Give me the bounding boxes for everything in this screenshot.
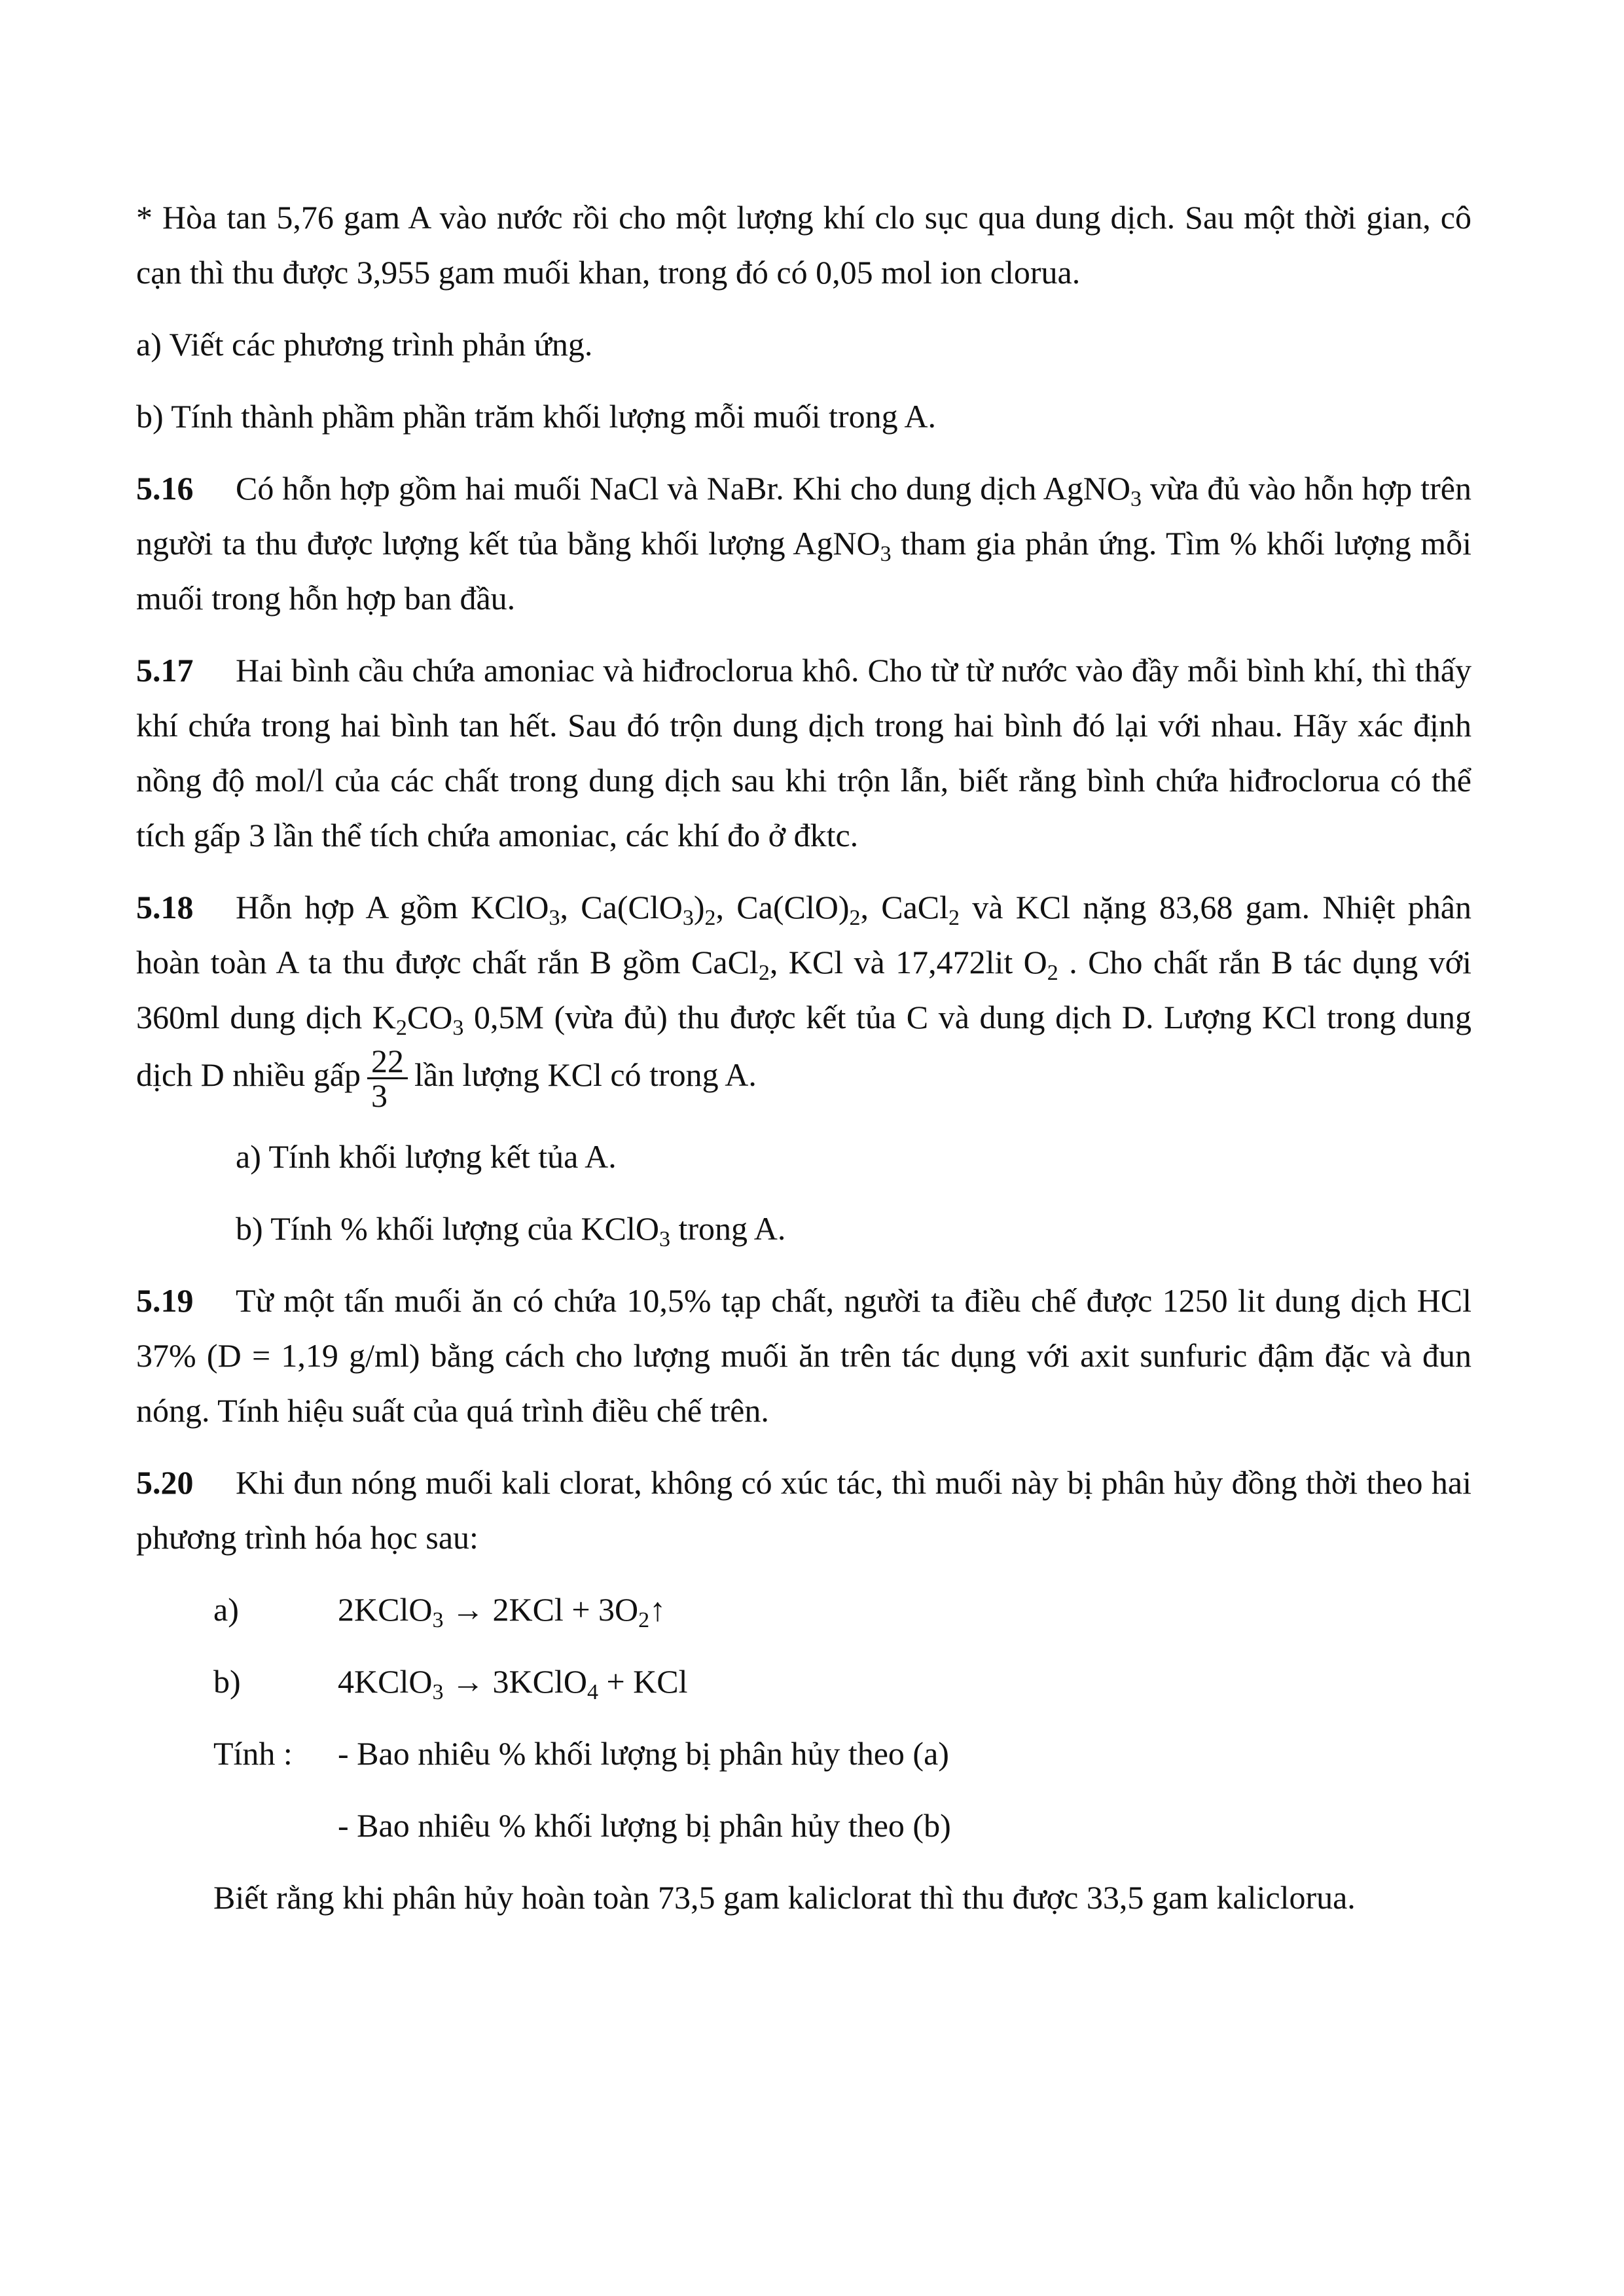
equation-b: b) 4KClO$_3$ → 3KClO$_4$ + KCl bbox=[213, 1663, 688, 1704]
document-page bbox=[136, 190, 1471, 1925]
intro-paragraph: * Hòa tan 5,76 gam A vào nước rồi cho một lượng khí clo sục qua dung dịch. Sau một thời gian, cô cạn thì thu được 3,955 gam muối khan, trong đó có 0,05 mol ion clorua. bbox=[136, 199, 1471, 291]
intro-question-a: a) Viết các phương trình phản ứng. bbox=[136, 326, 593, 363]
problem-number: 5.17 bbox=[136, 652, 194, 689]
equation-a: a) 2KClO$_3$ → $2KCl + 3O_2↑$ bbox=[213, 1591, 666, 1632]
problem-5-19: 5.19 Từ một tấn muối ăn có chứa 10,5% tạp chất, người ta điều chế được 1250 lit dung dịch HCl 37% (D = 1,19 g/ml) bằng cách cho lượng muối ăn trên tác dụng với axit sunfuric đậm đặc và đun nóng. Tính hiệu suất của quá trình điều chế trên. bbox=[136, 1273, 1471, 1438]
calculate-line-2: - Bao nhiêu % khối lượng bị phân hủy theo (b) bbox=[338, 1807, 951, 1844]
problem-number: 5.20 bbox=[136, 1464, 194, 1501]
problem-5-18: 5.18 Hỗn hợp A gồm KClO$_3$, $Ca(ClO_3)_2$, $Ca(ClO)_2$, CaCl$_2$ và KCl nặng 83,68 gam. Nhiệt phân hoàn toàn A ta thu được chất rắn B gồm CaCl$_2$, KCl và 17,472lit $O_2$ . Cho chất rắn B tác dụng với 360ml dung dịch $K_2CO_3$ 0,5M (vừa đủ) thu được kết tủa C và dung dịch D. Lượng KCl trong dung dịch D nhiều gấp $\frac{22}{3}$ lần lượng KCl có trong A. bbox=[136, 880, 1471, 1112]
problem-5-18-question-a: a) Tính khối lượng kết tủa A. bbox=[236, 1138, 617, 1175]
problem-5-18-question-b: b) Tính % khối lượng của KClO$_3$ trong A. bbox=[236, 1210, 786, 1251]
problem-number: 5.16 bbox=[136, 470, 194, 507]
problem-number: 5.18 bbox=[136, 889, 194, 925]
problem-5-20: 5.20 Khi đun nóng muối kali clorat, không có xúc tác, thì muối này bị phân hủy đồng thời theo hai phương trình hóa học sau: bbox=[136, 1455, 1471, 1565]
problem-number: 5.19 bbox=[136, 1282, 194, 1319]
fraction: $\frac{22}{3}$ bbox=[367, 1045, 408, 1112]
intro-question-b: b) Tính thành phầm phần trăm khối lượng mỗi muối trong A. bbox=[136, 398, 936, 435]
final-note: Biết rằng khi phân hủy hoàn toàn 73,5 gam kaliclorat thì thu được 33,5 gam kaliclorua. bbox=[213, 1879, 1356, 1916]
problem-5-17: 5.17 Hai bình cầu chứa amoniac và hiđroclorua khô. Cho từ từ nước vào đầy mỗi bình khí, thì thấy khí chứa trong hai bình tan hết. Sau đó trộn dung dịch trong hai bình đó lại với nhau. Hãy xác định nồng độ mol/l của các chất trong dung dịch sau khi trộn lẫn, biết rằng bình chứa hiđroclorua có thể tích gấp 3 lần thể tích chứa amoniac, các khí đo ở đktc. bbox=[136, 643, 1471, 863]
calculate-line-1: Tính : - Bao nhiêu % khối lượng bị phân hủy theo (a) bbox=[213, 1735, 949, 1772]
gas-arrow-icon: ↑ bbox=[649, 1591, 666, 1628]
problem-5-16: 5.16 Có hỗn hợp gồm hai muối NaCl và NaBr. Khi cho dung dịch AgNO$_3$ vừa đủ vào hỗn hợp trên người ta thu được lượng kết tủa bằng khối lượng AgNO$_3$ tham gia phản ứng. Tìm % khối lượng mỗi muối trong hỗn hợp ban đầu. bbox=[136, 461, 1471, 626]
